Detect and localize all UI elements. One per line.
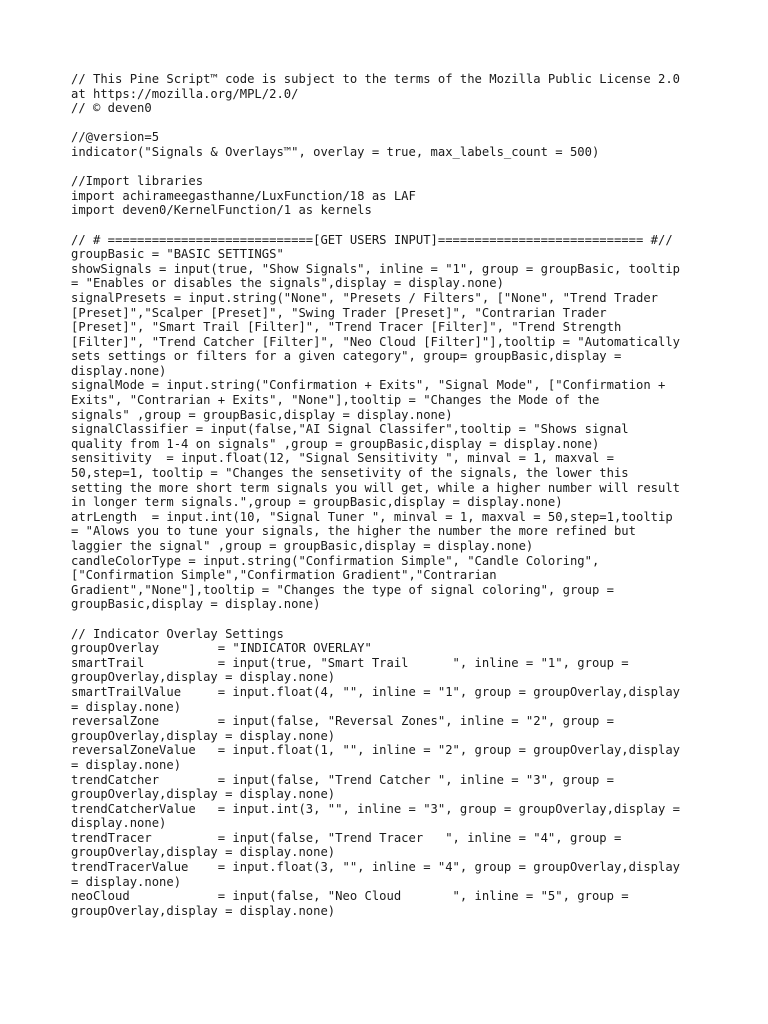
code-line: trendTracerValue = input.float(3, "", inline = "4", group = groupOverlay,display (71, 860, 681, 875)
code-line: groupBasic,display = display.none) (71, 597, 321, 612)
code-line: = display.none) (71, 757, 182, 772)
code-line: // © deven0 (71, 101, 152, 116)
code-line: trendTracer = input(false, "Trend Tracer ", inline = "4", group = (71, 830, 622, 845)
code-line: groupBasic = "BASIC SETTINGS" (71, 247, 284, 262)
code-line: smartTrailValue = input.float(4, "", inline = "1", group = groupOverlay,display (71, 684, 681, 699)
code-line: at https://mozilla.org/MPL/2.0/ (71, 86, 299, 101)
code-line: candleColorType = input.string("Confirmation Simple", "Candle Coloring", (71, 553, 600, 568)
code-line: signalPresets = input.string("None", "Presets / Filters", ["None", "Trend Trader (71, 290, 658, 305)
code-line: reversalZone = input(false, "Reversal Zones", inline = "2", group = (71, 714, 614, 729)
code-line: groupOverlay,display = display.none) (71, 845, 336, 860)
code-line: groupOverlay,display = display.none) (71, 903, 336, 918)
code-line (71, 612, 701, 627)
code-line: = display.none) (71, 874, 182, 889)
code-line: showSignals = input(true, "Show Signals", inline = "1", group = groupBasic, tooltip (71, 261, 681, 276)
code-line: //@version=5 (71, 130, 160, 145)
code-line: import deven0/KernelFunction/1 as kernels (71, 203, 372, 218)
code-line: trendCatcherValue = input.int(3, "", inline = "3", group = groupOverlay,display = (71, 801, 681, 816)
code-line: sets settings or filters for a given category", group= groupBasic,display = (71, 349, 622, 364)
code-line: smartTrail = input(true, "Smart Trail ", inline = "1", group = (71, 655, 629, 670)
code-line (71, 160, 701, 175)
code-line: signalMode = input.string("Confirmation + Exits", "Signal Mode", ["Confirmation + (71, 378, 666, 393)
code-line: in longer term signals.",group = groupBasic,display = display.none) (71, 495, 563, 510)
code-line: //Import libraries (71, 174, 204, 189)
code-line: indicator("Signals & Overlays™", overlay = true, max_labels_count = 500) (71, 144, 600, 159)
code-line: atrLength = input.int(10, "Signal Tuner ", minval = 1, maxval = 50,step=1,tooltip (71, 509, 673, 524)
code-line: signals" ,group = groupBasic,display = display.none) (71, 407, 453, 422)
code-line (71, 116, 701, 131)
code-line: groupOverlay,display = display.none) (71, 728, 336, 743)
code-line: Gradient","None"],tooltip = "Changes the type of signal coloring", group = (71, 582, 614, 597)
code-line: laggier the signal" ,group = groupBasic,display = display.none) (71, 539, 534, 553)
code-line: [Filter]", "Trend Catcher [Filter]", "Neo Cloud [Filter]"],tooltip = "Automatically (71, 334, 681, 349)
code-line: display.none) (71, 363, 167, 378)
code-line: ["Confirmation Simple","Confirmation Gradient","Contrarian (71, 568, 497, 583)
code-line: // This Pine Script™ code is subject to the terms of the Mozilla Public License 2.0 (71, 72, 681, 86)
code-line: setting the more short term signals you will get, while a higher number will result (71, 480, 681, 495)
code-line: import achirameegasthanne/LuxFunction/18 as LAF (71, 188, 416, 203)
code-line: sensitivity = input.float(12, "Signal Sensitivity ", minval = 1, maxval = (71, 451, 614, 466)
code-line: [Preset]", "Smart Trail [Filter]", "Trend Tracer [Filter]", "Trend Strength (71, 320, 622, 335)
code-line: signalClassifier = input(false,"AI Signal Classifer",tooltip = "Shows signal (71, 422, 629, 437)
code-line: = "Alows you to tune your signals, the higher the number the more refined but (71, 524, 636, 539)
code-line: quality from 1-4 on signals" ,group = groupBasic,display = display.none) (71, 436, 600, 451)
code-line: trendCatcher = input(false, "Trend Catcher ", inline = "3", group = (71, 772, 614, 787)
code-line: // Indicator Overlay Settings (71, 626, 284, 641)
code-line: reversalZoneValue = input.float(1, "", inline = "2", group = groupOverlay,display (71, 743, 681, 758)
code-line: 50,step=1, tooltip = "Changes the sensetivity of the signals, the lower this (71, 466, 629, 481)
code-line (71, 218, 701, 233)
code-line: = "Enables or disables the signals",display = display.none) (71, 276, 504, 291)
code-line: Exits", "Contrarian + Exits", "None"],tooltip = "Changes the Mode of the (71, 393, 600, 408)
code-line: display.none) (71, 816, 167, 831)
code-line: groupOverlay,display = display.none) (71, 787, 336, 802)
code-line: // # ============================[GET USERS INPUT]============================ #// (71, 232, 673, 247)
code-line: neoCloud = input(false, "Neo Cloud ", inline = "5", group = (71, 889, 629, 904)
code-line: [Preset]","Scalper [Preset]", "Swing Trader [Preset]", "Contrarian Trader (71, 305, 607, 320)
code-block (71, 72, 701, 918)
code-line: = display.none) (71, 699, 182, 714)
code-line: groupOverlay,display = display.none) (71, 670, 336, 685)
code-line: groupOverlay = "INDICATOR OVERLAY" (71, 641, 372, 656)
